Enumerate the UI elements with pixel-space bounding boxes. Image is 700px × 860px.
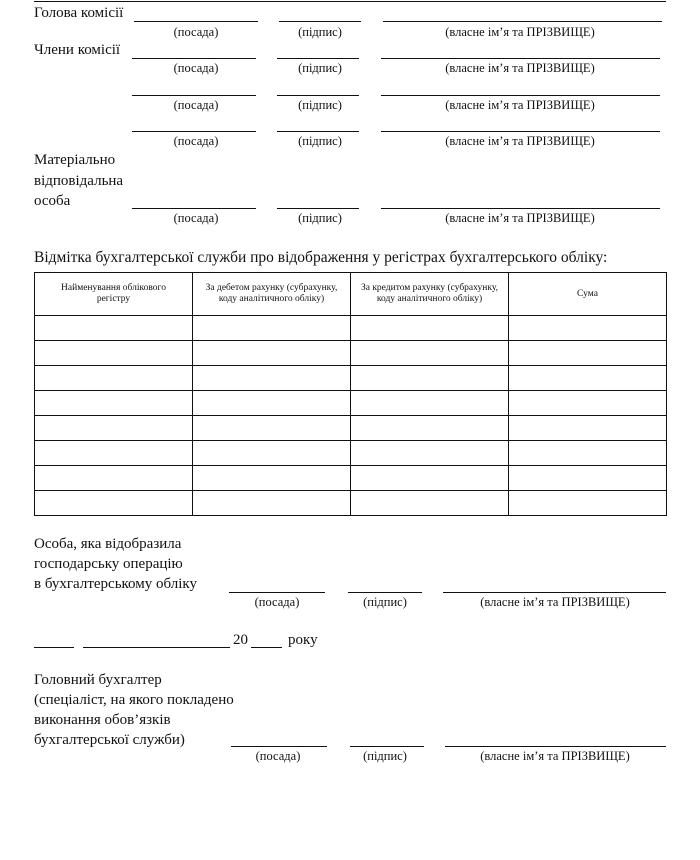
head-position-caption: (посада) [173, 25, 219, 39]
chief-accountant-line-3: виконання обов’язків [34, 712, 171, 728]
recorder-signature-caption: (підпис) [363, 595, 407, 609]
mvo-name-line[interactable] [381, 208, 660, 209]
member2-signature-caption: (підпис) [298, 98, 342, 112]
member2-signature-line[interactable] [277, 95, 359, 96]
member2-position-line[interactable] [132, 95, 256, 96]
table-cell[interactable] [193, 441, 351, 466]
mvo-label-line-2: відповідальна [34, 173, 124, 189]
table-row [35, 316, 667, 341]
table-cell[interactable] [509, 466, 667, 491]
table-cell[interactable] [193, 341, 351, 366]
head-position-line[interactable] [134, 21, 258, 22]
mvo-position-line[interactable] [132, 208, 256, 209]
table-cell[interactable] [35, 316, 193, 341]
table-cell[interactable] [509, 391, 667, 416]
mvo-signature-caption: (підпис) [298, 211, 342, 225]
date-year-suffix: року [288, 632, 318, 648]
table-cell[interactable] [351, 341, 509, 366]
chief-position-caption: (посада) [255, 749, 301, 763]
table-cell[interactable] [193, 466, 351, 491]
table-cell[interactable] [193, 491, 351, 516]
top-rule [34, 1, 666, 2]
chief-signature-caption: (підпис) [363, 749, 407, 763]
chief-signature-line[interactable] [350, 746, 424, 747]
table-cell[interactable] [509, 416, 667, 441]
table-cell[interactable] [351, 491, 509, 516]
head-signature-line[interactable] [279, 21, 361, 22]
table-cell[interactable] [193, 391, 351, 416]
mvo-signature-line[interactable] [277, 208, 359, 209]
date-year-prefix: 20 [233, 632, 248, 648]
table-cell[interactable] [509, 316, 667, 341]
table-cell[interactable] [351, 441, 509, 466]
recorder-label-line-3: в бухгалтерському обліку [34, 576, 198, 592]
chief-name-line[interactable] [445, 746, 666, 747]
date-day-line[interactable] [34, 647, 74, 648]
col-header-credit: За кредитом рахунку (субрахунку, коду аналітичного обліку) [351, 273, 509, 316]
recorder-position-caption: (посада) [254, 595, 300, 609]
recorder-name-caption: (власне ім’я та ПРІЗВИЩЕ) [480, 595, 630, 609]
chief-accountant-line-1: Головний бухгалтер [34, 672, 162, 688]
head-name-caption: (власне ім’я та ПРІЗВИЩЕ) [445, 25, 595, 39]
table-row [35, 391, 667, 416]
table-row [35, 491, 667, 516]
table-row [35, 366, 667, 391]
col-header-amount: Сума [509, 273, 667, 316]
head-signature-caption: (підпис) [298, 25, 342, 39]
mvo-position-caption: (посада) [173, 211, 219, 225]
chief-accountant-line-4: бухгалтерської служби) [34, 732, 185, 748]
recorder-name-line[interactable] [443, 592, 666, 593]
table-cell[interactable] [35, 366, 193, 391]
chief-accountant-line-2: (спеціаліст, на якого покладено [34, 692, 234, 708]
table-cell[interactable] [35, 391, 193, 416]
table-cell[interactable] [509, 366, 667, 391]
member1-name-line[interactable] [381, 58, 660, 59]
member1-signature-line[interactable] [277, 58, 359, 59]
register-table [34, 272, 667, 516]
member2-position-caption: (посада) [173, 98, 219, 112]
col-header-register-name: Найменування облікового регістру [35, 273, 193, 316]
member3-signature-line[interactable] [277, 131, 359, 132]
table-row [35, 466, 667, 491]
commission-members-label: Члени комісії [34, 42, 121, 58]
register-table-header-row [35, 273, 667, 316]
table-cell[interactable] [193, 366, 351, 391]
date-year-line[interactable] [251, 647, 282, 648]
table-cell[interactable] [35, 441, 193, 466]
table-row [35, 341, 667, 366]
member1-position-caption: (посада) [173, 61, 219, 75]
head-of-commission-label: Голова комісії [34, 5, 124, 21]
table-cell[interactable] [351, 316, 509, 341]
member3-signature-caption: (підпис) [298, 134, 342, 148]
table-cell[interactable] [35, 466, 193, 491]
chief-position-line[interactable] [231, 746, 327, 747]
table-cell[interactable] [351, 391, 509, 416]
accounting-note: Відмітка бухгалтерської служби про відображення у регістрах бухгалтерського обліку: [34, 249, 608, 266]
member3-name-line[interactable] [381, 131, 660, 132]
head-name-line[interactable] [383, 21, 662, 22]
table-cell[interactable] [351, 416, 509, 441]
mvo-label-line-3: особа [34, 193, 71, 209]
member3-position-line[interactable] [132, 131, 256, 132]
recorder-label-line-1: Особа, яка відобразила [34, 536, 182, 552]
date-month-line[interactable] [83, 647, 230, 648]
member1-signature-caption: (підпис) [298, 61, 342, 75]
col-header-debit: За дебетом рахунку (субрахунку, коду аналітичного обліку) [193, 273, 351, 316]
table-cell[interactable] [509, 491, 667, 516]
table-cell[interactable] [193, 416, 351, 441]
table-cell[interactable] [35, 491, 193, 516]
table-row [35, 416, 667, 441]
recorder-position-line[interactable] [229, 592, 325, 593]
chief-name-caption: (власне ім’я та ПРІЗВИЩЕ) [480, 749, 630, 763]
table-cell[interactable] [509, 441, 667, 466]
table-cell[interactable] [351, 366, 509, 391]
member2-name-caption: (власне ім’я та ПРІЗВИЩЕ) [445, 98, 595, 112]
table-cell[interactable] [35, 416, 193, 441]
member2-name-line[interactable] [381, 95, 660, 96]
table-cell[interactable] [351, 466, 509, 491]
register-table-body [35, 316, 667, 516]
table-cell[interactable] [509, 341, 667, 366]
mvo-label-line-1: Матеріально [34, 152, 116, 168]
table-cell[interactable] [35, 341, 193, 366]
member1-position-line[interactable] [132, 58, 256, 59]
mvo-name-caption: (власне ім’я та ПРІЗВИЩЕ) [445, 211, 595, 225]
recorder-label-line-2: господарську операцію [34, 556, 183, 572]
table-row [35, 441, 667, 466]
member3-position-caption: (посада) [173, 134, 219, 148]
member1-name-caption: (власне ім’я та ПРІЗВИЩЕ) [445, 61, 595, 75]
recorder-signature-line[interactable] [348, 592, 422, 593]
member3-name-caption: (власне ім’я та ПРІЗВИЩЕ) [445, 134, 595, 148]
table-cell[interactable] [193, 316, 351, 341]
